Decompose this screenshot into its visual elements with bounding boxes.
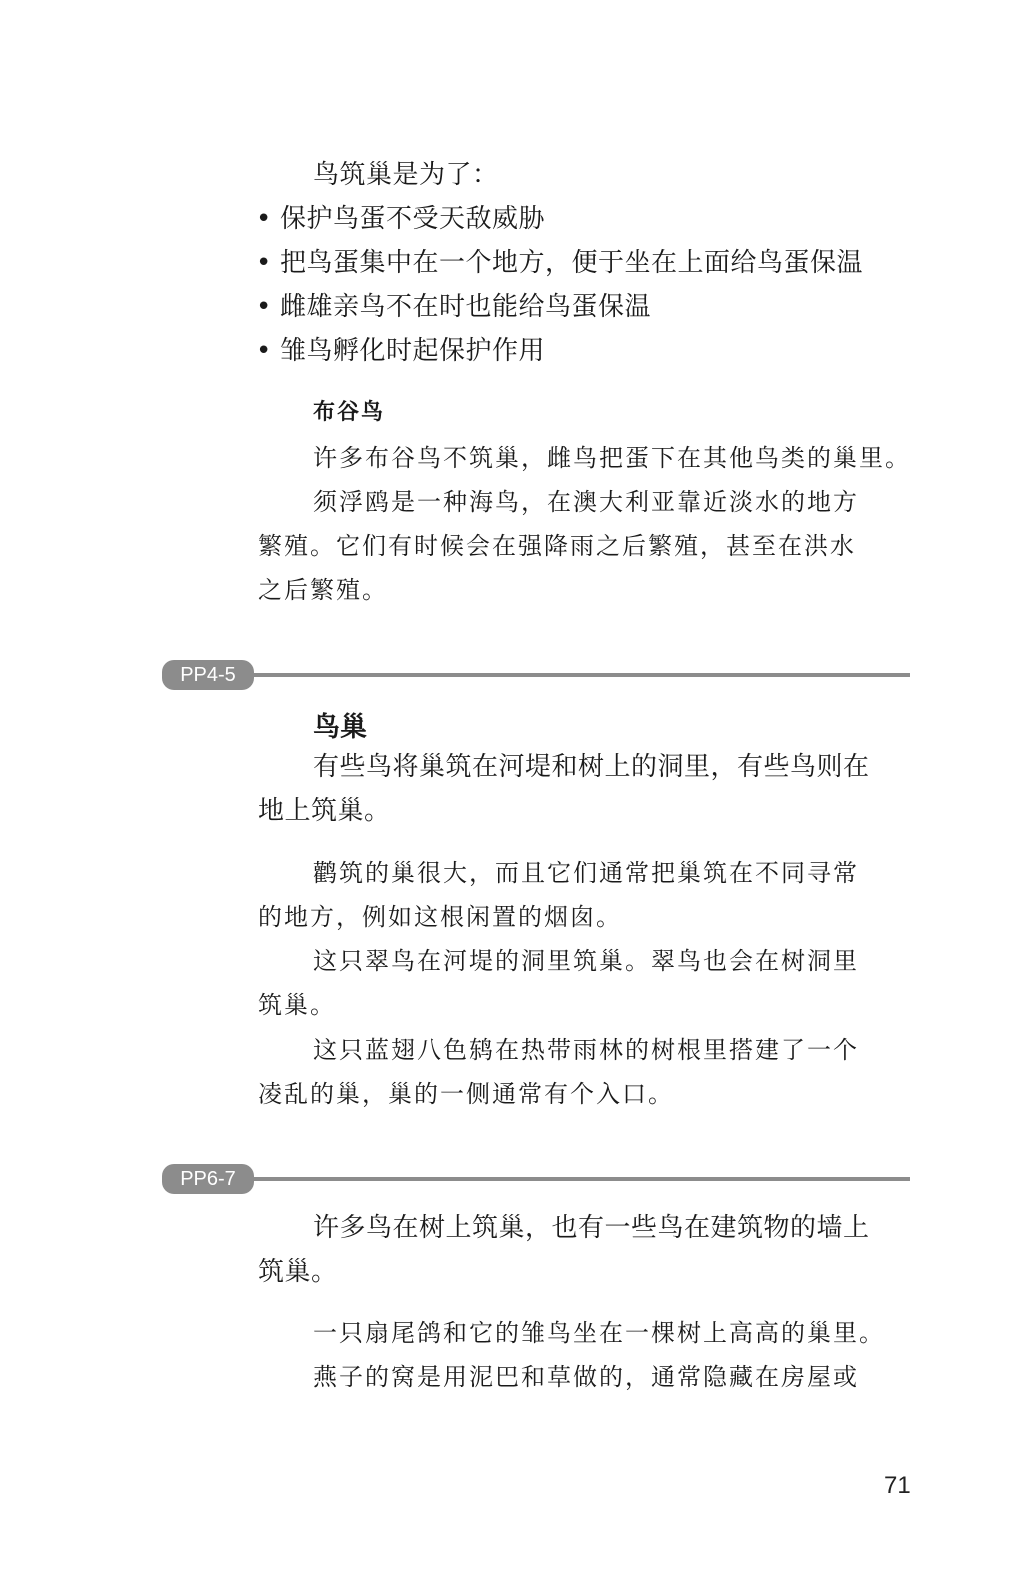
section-rule [222,1177,910,1181]
bullet-dot: • [256,204,272,234]
section-heading: 鸟巢 [313,712,367,743]
caption-line: 燕子的窝是用泥巴和草做的，通常隐藏在房屋或 [313,1363,859,1391]
caption-line: 凌乱的巢，巢的一侧通常有个入口。 [258,1080,674,1108]
bullet-text: 把鸟蛋集中在一个地方，便于坐在上面给鸟蛋保温 [280,248,864,278]
caption-line: 这只蓝翅八色鸫在热带雨林的树根里搭建了一个 [313,1036,859,1064]
caption-line: 须浮鸥是一种海鸟，在澳大利亚靠近淡水的地方 [313,488,859,516]
main-text-line: 筑巢。 [258,1257,338,1287]
section-tag: PP4-5 [162,660,254,690]
caption-line: 许多布谷鸟不筑巢，雌鸟把蛋下在其他鸟类的巢里。 [313,444,911,472]
bullet-text: 雏鸟孵化时起保护作用 [280,336,546,366]
bullet-item [256,242,863,279]
bullet-dot: • [256,336,272,366]
bullet-item [256,330,545,367]
main-text-line: 地上筑巢。 [258,796,391,826]
cuckoo-heading: 布谷鸟 [313,399,386,425]
main-text-line: 许多鸟在树上筑巢，也有一些鸟在建筑物的墙上 [313,1213,870,1243]
section-rule [222,673,910,677]
section-marker-pp6-7 [162,1164,910,1194]
bullet-dot: • [256,292,272,322]
bullet-text: 保护鸟蛋不受天敌威胁 [280,204,546,234]
caption-line: 这只翠鸟在河堤的洞里筑巢。翠鸟也会在树洞里 [313,947,859,975]
intro-lead: 鸟筑巢是为了： [313,160,499,190]
bullet-text: 雌雄亲鸟不在时也能给鸟蛋保温 [280,292,652,322]
section-tag: PP6-7 [162,1164,254,1194]
caption-line: 的地方，例如这根闲置的烟囱。 [258,903,622,931]
bullet-item [256,286,651,323]
main-text-line: 有些鸟将巢筑在河堤和树上的洞里，有些鸟则在 [313,752,870,782]
bullet-dot: • [256,248,272,278]
caption-line: 之后繁殖。 [258,576,388,604]
caption-line: 繁殖。它们有时候会在强降雨之后繁殖，甚至在洪水 [258,532,856,560]
bullet-item [256,198,545,235]
page-number: 71 [884,1472,911,1499]
caption-line: 鹳筑的巢很大，而且它们通常把巢筑在不同寻常 [313,859,859,887]
caption-line: 筑巢。 [258,991,336,1019]
caption-line: 一只扇尾鸽和它的雏鸟坐在一棵树上高高的巢里。 [313,1319,885,1347]
section-marker-pp4-5 [162,660,910,690]
